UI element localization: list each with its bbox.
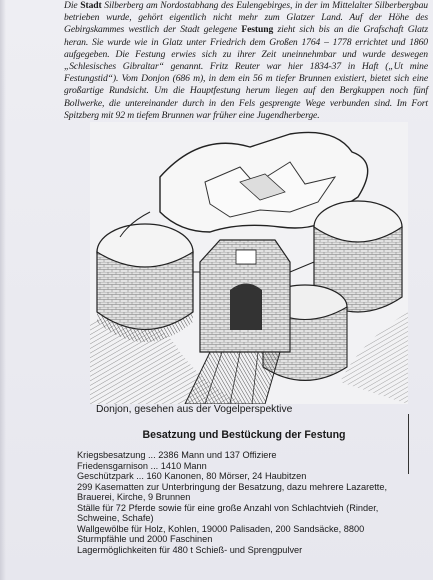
fortress-illustration [90,122,408,404]
section-heading: Besatzung und Bestückung der Festung [142,429,346,441]
list-item: Ställe für 72 Pferde sowie für eine große Anzahl von Schlachtvieh (Rinder, Schweine, Schafe) [77,502,379,523]
intro-paragraph [64,0,428,122]
intro-text-1: Die [64,0,81,11]
list-item: Friedensgarnison ... 1410 Mann [77,460,207,471]
illustration-caption: Donjon, gesehen aus der Vogelperspektive [96,404,293,415]
intro-text-4: Festung [241,24,274,36]
scan-edge-shadow [0,0,6,580]
intro-text-2: Stadt [80,0,102,11]
list-item: Lagermöglichkeiten für 480 t Schieß- und Sprengpulver [77,544,303,555]
intro-text-3: Silberberg am Nordostabhang des Eulengebirges, in der im Mittelalter Silberbergbau betrieben wurde, gehört eigentlich nicht mehr zum Glatzer Land. Auf der Höhe des Gebirgskammes westlich der Stadt gelegene [64,0,428,36]
list-item: Kriegsbesatzung ... 2386 Mann und 137 Offiziere [77,450,277,460]
list-item: Geschützpark ... 160 Kanonen, 80 Mörser, 24 Haubitzen [77,471,307,481]
list-item: Wallgewölbe für Holz, Kohlen, 19000 Palisaden, 200 Sandsäcke, 8800 Sturmpfähle und 2000 Faschinen [77,523,365,544]
garrison-list [77,450,413,555]
list-item: 299 Kasematten zur Unterbringung der Besatzung, dazu mehrere Lazarette, Brauerei, Kirche, 9 Brunnen [77,481,388,502]
intro-text-5: zieht sich bis an die Grafschaft Glatz heran. Sie wurde wie in Glatz unter Friedrich dem Großen 1764 – 1778 errichtet und 1860 aufgegeben. Die Festung erwies sich zu ihrer Zeit uneinnehmbar und wurde deswegen „Schlesisches Gibraltar“ genannt. Fritz Reuter war hier 1834-37 in Haft („Ut mine Festungstid“). Vom Donjon (686 m), in dem ein 56 m tiefer Brunnen existiert, bietet sich eine großartige Rundsicht. Um die Hauptfestung herum liegen auf den Bergkuppen noch fünf Bollwerke, die untereinander durch in den Fels gesprengte Wege verbunden sind. Im Fort Spitzberg mit 92 m tiefem Brunnen war früher eine Jugendherberge. [64,24,428,121]
